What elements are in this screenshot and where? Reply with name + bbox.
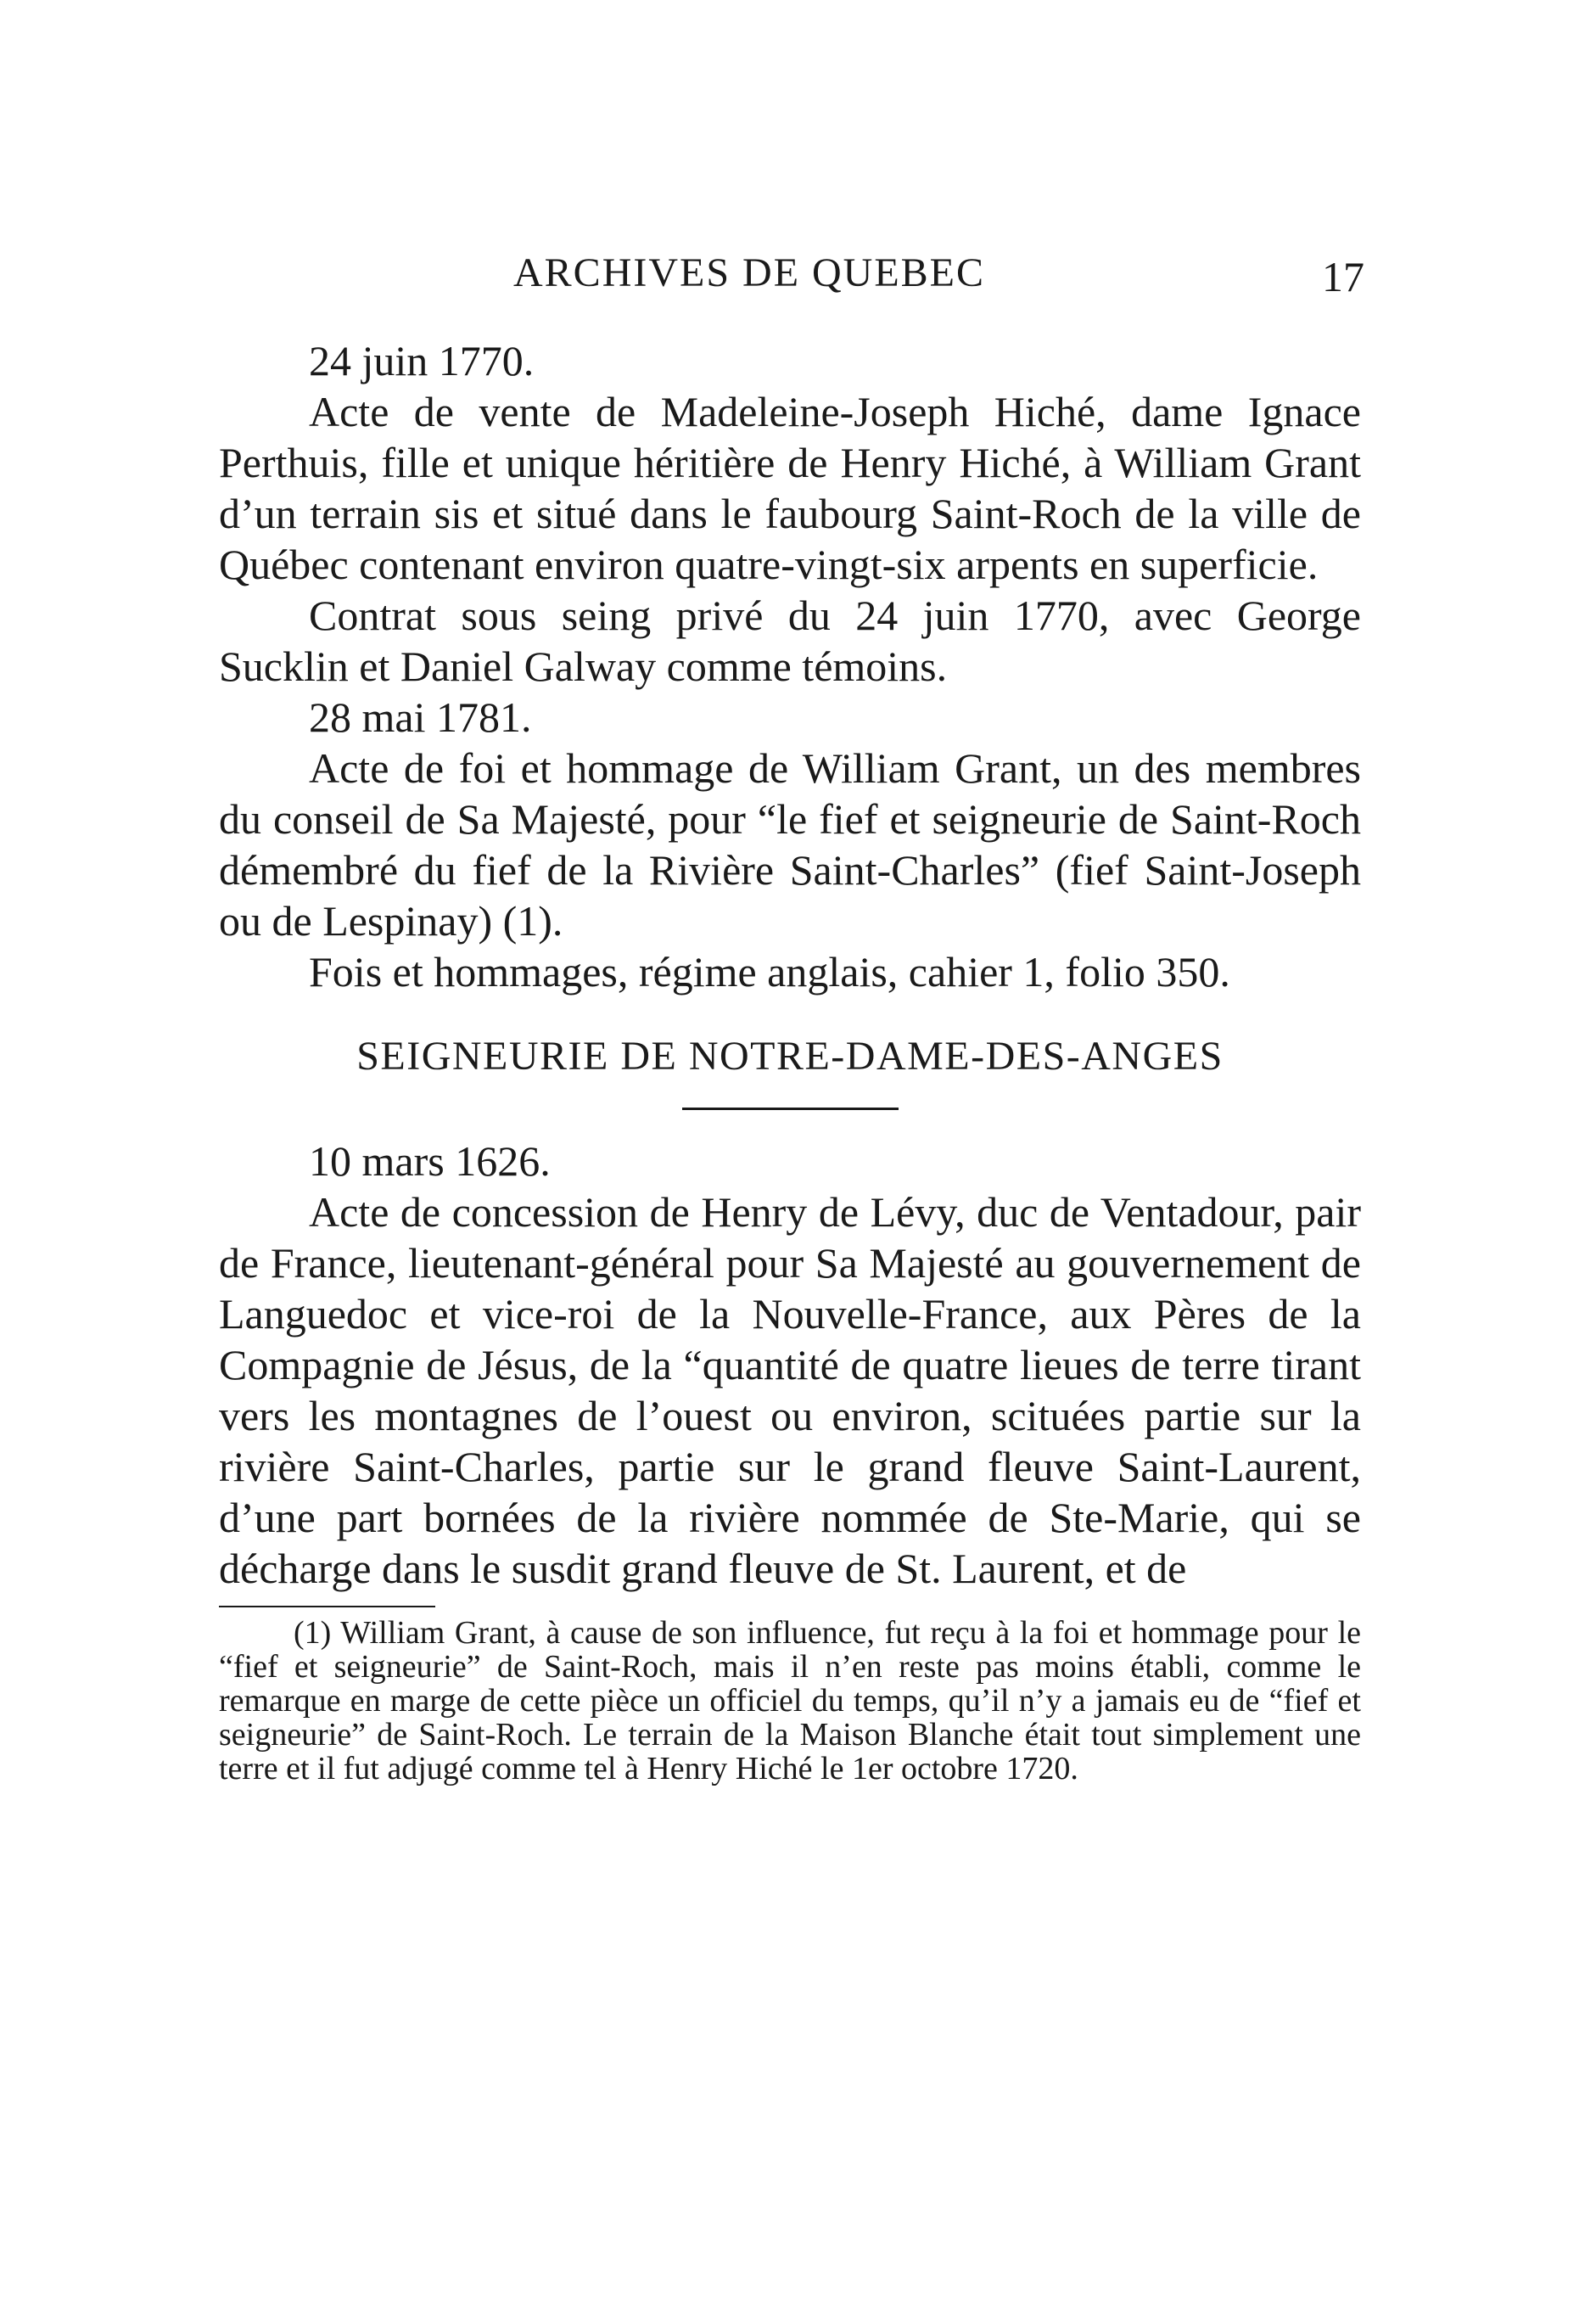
page-number: 17 [1322,253,1364,300]
heading-rule [682,1108,899,1110]
entry-text: Acte de vente de Madeleine-Joseph Hiché, dame Ignace Perthuis, fille et unique héritière de Henry Hiché, à William Grant d’un terrain sis et situé dans le faubourg Saint-Roch de la ville de Québec contenant environ quatre-vingt-six arpents en superficie. [219,388,1361,588]
running-head: ARCHIVES DE QUEBEC [513,250,986,295]
entry-source: Contrat sous seing privé du 24 juin 1770, avec George Sucklin et Daniel Galway comme témoins. [219,592,1361,690]
entry-date: 10 mars 1626. [309,1137,551,1185]
entry-date: 24 juin 1770. [309,337,535,384]
entry-text: Acte de foi et hommage de William Grant, un des membres du conseil de Sa Majesté, pour “le fief et seigneurie de Saint-Roch démembré du fief de la Rivière Saint-Charles” (fief Saint-Joseph ou de Lespinay) (1). [219,744,1361,945]
section-heading: SEIGNEURIE DE NOTRE-DAME-DES-ANGES [356,1034,1224,1079]
entry-text: Acte de concession de Henry de Lévy, duc de Ventadour, pair de France, lieutenant-général pour Sa Majesté au gouvernement de Languedoc et vice-roi de la Nouvelle-France, aux Pères de la Compagnie de Jésus, de la “quantité de quatre lieues de terre tirant vers les montagnes de l’ouest ou environ, scituées partie sur la rivière Saint-Charles, partie sur le grand fleuve Saint-Laurent, d’une part bornées de la rivière nommée de Ste-Marie, qui se décharge dans le susdit grand fleuve de St. Laurent, et de [219,1188,1361,1592]
body-text [219,335,1361,1786]
entry-date: 28 mai 1781. [309,693,532,741]
page-header [0,248,1596,299]
footnote-rule [219,1606,435,1607]
footnote: (1) William Grant, à cause de son influence, fut reçu à la foi et hommage pour le “fief et seigneurie” de Saint-Roch, mais il n’en reste pas moins établi, comme le remarque en marge de cette pièce un officiel du temps, qu’il n’y a jamais eu de “fief et seigneurie” de Saint-Roch. Le terrain de la Maison Blanche était tout simplement une terre et il fut adjugé comme tel à Henry Hiché le 1er octobre 1720. [219,1615,1361,1786]
entry-source: Fois et hommages, régime anglais, cahier 1, folio 350. [309,948,1230,996]
